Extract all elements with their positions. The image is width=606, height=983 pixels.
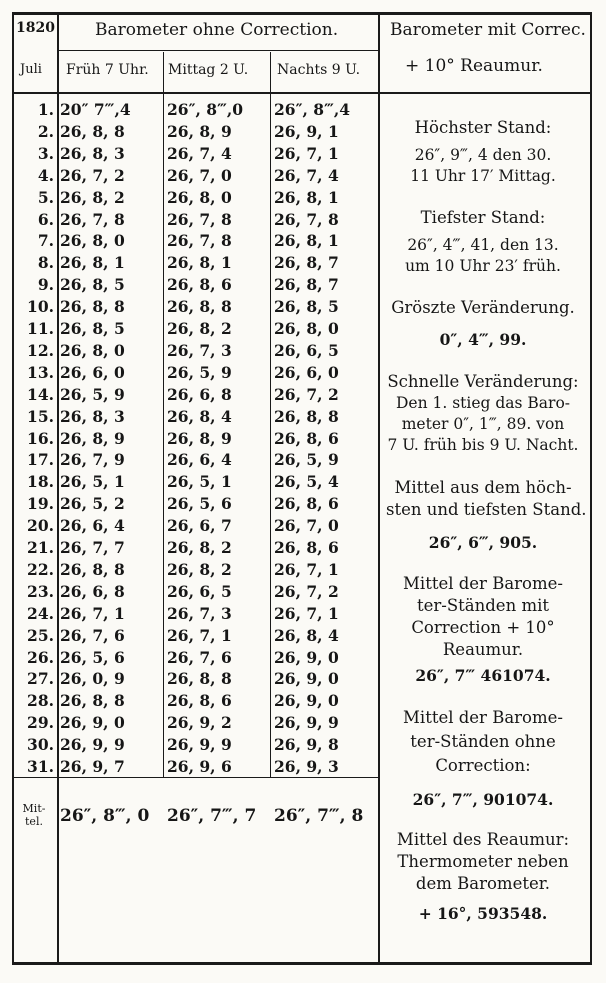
highest-line-2: 11 Uhr 17′ Mittag. xyxy=(410,167,556,185)
mean-row-label: Mit-tel. xyxy=(22,802,46,828)
row-noon-value: 26, 8, 8 xyxy=(167,297,232,317)
row-noon-value: 26, 9, 2 xyxy=(167,713,232,733)
row-noon-value: 26, 7, 0 xyxy=(167,165,232,185)
row-day: 1. xyxy=(37,100,54,119)
change-value: 0″, 4‴, 99. xyxy=(439,330,527,349)
row-morning-value: 26, 7, 8 xyxy=(60,209,125,229)
row-morning-value: 26, 7, 2 xyxy=(60,165,125,185)
row-day: 7. xyxy=(37,231,54,251)
row-noon-value: 26, 8, 2 xyxy=(167,559,232,579)
row-night-value: 26, 7, 8 xyxy=(274,209,339,229)
thermometer-mean-value: + 16°, 593548. xyxy=(418,904,548,923)
right-panel-subtitle: + 10° Reaumur. xyxy=(405,56,543,76)
row-noon-value: 26, 8, 2 xyxy=(167,319,232,338)
row-day: 2. xyxy=(37,121,54,141)
row-morning-value: 26, 5, 6 xyxy=(60,647,125,667)
mean-high-low-line-1: Mittel aus dem höch- xyxy=(394,478,572,497)
row-day: 26. xyxy=(27,647,54,667)
row-morning-value: 20″ 7‴,4 xyxy=(60,100,131,119)
row-night-value: 26, 7, 1 xyxy=(274,143,339,163)
rule-right-panel-header xyxy=(380,92,590,94)
row-noon-value: 26, 9, 6 xyxy=(167,757,232,776)
row-night-value: 26, 9, 1 xyxy=(274,121,339,141)
row-morning-value: 26, 8, 2 xyxy=(60,187,125,207)
left-table-title: Barometer ohne Correction. xyxy=(95,20,339,40)
mean-with-correction-line-2: ter-Ständen mit xyxy=(416,596,549,615)
row-morning-value: 26, 6, 8 xyxy=(60,581,125,601)
row-noon-value: 26, 7, 6 xyxy=(167,647,232,667)
row-morning-value: 26, 8, 8 xyxy=(60,691,125,711)
row-noon-value: 26, 8, 0 xyxy=(167,187,232,207)
row-day: 15. xyxy=(27,406,54,426)
column-heading-noon: Mittag 2 U. xyxy=(168,62,249,78)
row-day: 5. xyxy=(37,187,54,207)
mean-high-low-line-2: sten und tiefsten Stand. xyxy=(386,500,587,519)
row-morning-value: 26, 8, 1 xyxy=(60,253,125,273)
row-noon-value: 26, 6, 7 xyxy=(167,516,232,536)
row-day: 14. xyxy=(27,384,54,404)
row-morning-value: 26, 9, 0 xyxy=(60,713,125,733)
row-morning-value: 26, 5, 1 xyxy=(60,472,125,492)
row-night-value: 26″, 8‴,4 xyxy=(274,100,351,119)
row-morning-value: 26, 8, 8 xyxy=(60,297,125,317)
row-night-value: 26, 7, 2 xyxy=(274,581,339,601)
thermometer-mean-line-1: Mittel des Reaumur: xyxy=(396,830,570,849)
row-morning-value: 26, 8, 5 xyxy=(60,275,125,295)
row-night-value: 26, 5, 9 xyxy=(274,450,339,470)
row-noon-value: 26, 8, 9 xyxy=(167,121,232,141)
row-night-value: 26, 6, 5 xyxy=(274,340,339,360)
row-noon-value: 26, 7, 8 xyxy=(167,231,232,251)
mean-without-correction-line-2: ter-Ständen ohne xyxy=(410,732,556,751)
rule-above-mean-row xyxy=(12,777,378,778)
mean-with-correction-line-3: Correction + 10° xyxy=(411,618,555,637)
row-morning-value: 26, 9, 7 xyxy=(60,757,125,776)
row-noon-value: 26, 7, 4 xyxy=(167,143,232,163)
row-morning-value: 26, 7, 6 xyxy=(60,625,125,645)
row-night-value: 26, 8, 7 xyxy=(274,275,339,295)
thermometer-mean-line-2: Thermometer neben xyxy=(397,852,569,871)
right-panel-title: Barometer mit Correc. xyxy=(390,20,586,40)
row-noon-value: 26, 7, 1 xyxy=(167,625,232,645)
divider-right-panel xyxy=(378,12,380,965)
row-night-value: 26, 9, 0 xyxy=(274,691,339,711)
row-morning-value: 26, 8, 5 xyxy=(60,319,125,338)
row-night-value: 26, 8, 6 xyxy=(274,494,339,514)
row-noon-value: 26, 7, 8 xyxy=(167,209,232,229)
row-day: 28. xyxy=(27,691,54,711)
row-noon-value: 26, 8, 6 xyxy=(167,275,232,295)
row-morning-value: 26, 8, 8 xyxy=(60,559,125,579)
row-noon-value: 26, 5, 1 xyxy=(167,472,232,492)
lowest-line-2: um 10 Uhr 23′ früh. xyxy=(405,257,561,275)
row-morning-value: 26, 8, 3 xyxy=(60,406,125,426)
row-noon-value: 26, 8, 2 xyxy=(167,538,232,557)
row-day: 30. xyxy=(27,735,54,755)
row-noon-value: 26, 7, 3 xyxy=(167,340,232,360)
fast-change-line-1: Den 1. stieg das Baro- xyxy=(395,394,571,412)
row-morning-value: 26, 8, 8 xyxy=(60,121,125,141)
row-day: 17. xyxy=(27,450,54,470)
row-day: 27. xyxy=(27,669,54,689)
row-day: 6. xyxy=(37,209,54,229)
divider-noon-night xyxy=(270,52,271,777)
mean-without-correction-line-3: Correction: xyxy=(435,756,531,775)
row-day: 24. xyxy=(27,603,54,623)
row-day: 19. xyxy=(27,494,54,514)
row-noon-value: 26, 6, 5 xyxy=(167,581,232,601)
mean-without-correction-value: 26″, 7‴, 901074. xyxy=(412,790,554,809)
column-heading-night: Nachts 9 U. xyxy=(277,62,361,78)
row-morning-value: 26, 8, 9 xyxy=(60,428,125,448)
row-night-value: 26, 9, 0 xyxy=(274,669,339,689)
row-morning-value: 26, 0, 9 xyxy=(60,669,125,689)
mean-with-correction-line-1: Mittel der Barome- xyxy=(403,574,563,593)
row-noon-value: 26, 8, 9 xyxy=(167,428,232,448)
row-noon-value: 26, 8, 1 xyxy=(167,253,232,273)
row-night-value: 26, 9, 8 xyxy=(274,735,339,755)
frame-top-border xyxy=(12,12,592,15)
row-noon-value: 26, 8, 8 xyxy=(167,669,232,689)
row-night-value: 26, 7, 1 xyxy=(274,603,339,623)
row-morning-value: 26, 8, 3 xyxy=(60,143,125,163)
highest-line-1: 26″, 9‴, 4 den 30. xyxy=(414,146,552,164)
divider-morning-noon xyxy=(163,52,164,777)
fast-change-line-3: 7 U. früh bis 9 U. Nacht. xyxy=(387,436,579,454)
row-day: 31. xyxy=(27,757,54,776)
mean-with-correction-value: 26″, 7‴ 461074. xyxy=(415,666,551,685)
row-night-value: 26, 8, 5 xyxy=(274,297,339,317)
row-night-value: 26, 5, 4 xyxy=(274,472,339,492)
rule-below-column-headings xyxy=(12,92,378,94)
row-night-value: 26, 7, 0 xyxy=(274,516,339,536)
row-day: 12. xyxy=(27,340,54,360)
rule-below-title xyxy=(57,50,378,51)
row-night-value: 26, 8, 6 xyxy=(274,428,339,448)
row-noon-value: 26, 5, 9 xyxy=(167,362,232,382)
row-morning-value: 26, 6, 4 xyxy=(60,516,125,536)
row-night-value: 26, 8, 1 xyxy=(274,231,339,251)
row-night-value: 26, 8, 4 xyxy=(274,625,339,645)
mean-night-value: 26″, 7‴, 8 xyxy=(274,806,364,826)
row-noon-value: 26, 8, 4 xyxy=(167,406,232,426)
mean-high-low-value: 26″, 6‴, 905. xyxy=(428,533,538,552)
row-noon-value: 26, 9, 9 xyxy=(167,735,232,755)
row-night-value: 26, 6, 0 xyxy=(274,362,339,382)
row-day: 29. xyxy=(27,713,54,733)
mean-with-correction-line-4: Reaumur. xyxy=(442,640,524,659)
row-day: 25. xyxy=(27,625,54,645)
mean-noon-value: 26″, 7‴, 7 xyxy=(167,806,257,826)
mean-morning-value: 26″, 8‴, 0 xyxy=(60,806,150,826)
row-morning-value: 26, 8, 0 xyxy=(60,340,125,360)
row-night-value: 26, 9, 3 xyxy=(274,757,339,776)
row-day: 21. xyxy=(27,538,54,557)
row-day: 3. xyxy=(37,143,54,163)
row-noon-value: 26, 8, 6 xyxy=(167,691,232,711)
lowest-title: Tiefster Stand: xyxy=(420,208,546,227)
row-morning-value: 26, 8, 0 xyxy=(60,231,125,251)
row-night-value: 26, 8, 1 xyxy=(274,187,339,207)
row-noon-value: 26, 6, 8 xyxy=(167,384,232,404)
row-day: 13. xyxy=(27,362,54,382)
row-day: 10. xyxy=(27,297,54,317)
row-noon-value: 26, 5, 6 xyxy=(167,494,232,514)
year-label: 1820 xyxy=(16,20,55,36)
row-morning-value: 26, 5, 9 xyxy=(60,384,125,404)
highest-title: Höchster Stand: xyxy=(414,118,552,137)
row-noon-value: 26, 7, 3 xyxy=(167,603,232,623)
change-title: Gröszte Veränderung. xyxy=(391,298,575,317)
row-night-value: 26, 7, 2 xyxy=(274,384,339,404)
row-night-value: 26, 7, 4 xyxy=(274,165,339,185)
frame-bottom-border xyxy=(12,962,592,965)
fast-change-line-2: meter 0″, 1‴, 89. von xyxy=(401,415,565,433)
row-noon-value: 26, 6, 4 xyxy=(167,450,232,470)
row-morning-value: 26, 5, 2 xyxy=(60,494,125,514)
row-morning-value: 26, 7, 1 xyxy=(60,603,125,623)
row-morning-value: 26, 6, 0 xyxy=(60,362,125,382)
row-morning-value: 26, 7, 7 xyxy=(60,538,125,557)
row-morning-value: 26, 7, 9 xyxy=(60,450,125,470)
row-day: 9. xyxy=(37,275,54,295)
row-night-value: 26, 7, 1 xyxy=(274,559,339,579)
row-night-value: 26, 9, 9 xyxy=(274,713,339,733)
row-night-value: 26, 9, 0 xyxy=(274,647,339,667)
row-day: 4. xyxy=(37,165,54,185)
fast-change-title: Schnelle Veränderung: xyxy=(387,372,579,391)
row-noon-value: 26″, 8‴,0 xyxy=(167,100,244,119)
row-day: 22. xyxy=(27,559,54,579)
row-day: 8. xyxy=(37,253,54,273)
row-day: 11. xyxy=(27,319,54,338)
row-morning-value: 26, 9, 9 xyxy=(60,735,125,755)
mean-without-correction-line-1: Mittel der Barome- xyxy=(403,708,563,727)
divider-day-column xyxy=(57,12,59,965)
row-day: 18. xyxy=(27,472,54,492)
row-night-value: 26, 8, 6 xyxy=(274,538,339,557)
column-heading-morning: Früh 7 Uhr. xyxy=(66,62,149,78)
row-night-value: 26, 8, 8 xyxy=(274,406,339,426)
frame-right-border xyxy=(590,12,592,965)
month-label: Juli xyxy=(20,62,42,77)
row-day: 20. xyxy=(27,516,54,536)
lowest-line-1: 26″, 4‴, 41, den 13. xyxy=(407,236,559,254)
thermometer-mean-line-3: dem Barometer. xyxy=(415,874,551,893)
row-night-value: 26, 8, 7 xyxy=(274,253,339,273)
row-night-value: 26, 8, 0 xyxy=(274,319,339,338)
row-day: 16. xyxy=(27,428,54,448)
row-day: 23. xyxy=(27,581,54,601)
